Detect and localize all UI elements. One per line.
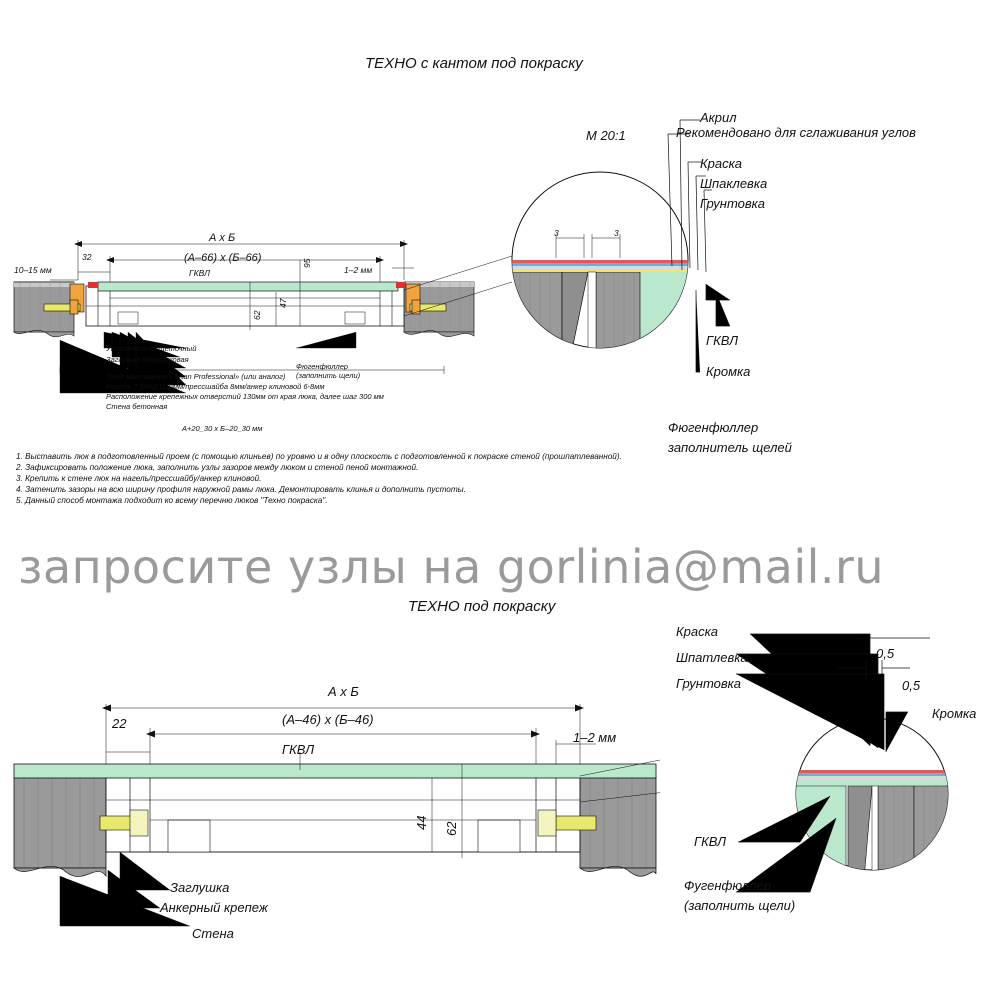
top-label-foam: Пена монтажная «Tytan Professional» (или аналог) xyxy=(106,372,286,381)
watermark-text: запросите узлы на gorlinia@mail.ru xyxy=(18,540,885,594)
bottom-callout-fill-gaps: (заполнить щели) xyxy=(684,898,796,913)
bottom-dim-left-offset: 22 xyxy=(112,716,127,731)
top-label-concrete-wall: Стена бетонная xyxy=(106,402,168,411)
bottom-callout-primer: Грунтовка xyxy=(676,676,742,691)
bottom-dim-axb: А х Б xyxy=(328,684,359,699)
bottom-label-anchor: Анкерный крепеж xyxy=(160,900,268,915)
note-3: 3. Крепить к стене люк на нагель/прессшайбу/анкер клиновой. xyxy=(16,474,262,483)
bottom-detail-dim-a: 0,5 xyxy=(876,646,895,661)
note-2: 2. Зафиксировать положение люка, заполнить узлы зазоров между люком и стеной пеной монтажной. xyxy=(16,463,419,472)
top-label-dowel: Нагель 7,5х92(112)мм/прессшайба 8мм/анкер клиновой 6-8мм xyxy=(106,382,325,391)
bottom-dim-inner-height: 44 xyxy=(414,815,429,830)
top-callout-fugenfuller: Фюгенфюллер xyxy=(668,420,759,435)
bottom-callout-paint: Краска xyxy=(676,624,718,639)
bottom-dim-frame-height: 62 xyxy=(444,821,459,836)
top-dim-gap: 1–2 мм xyxy=(344,265,373,275)
bottom-callout-fugenfuller: Фугенфюллер xyxy=(684,878,771,893)
top-callout-paint: Краска xyxy=(700,156,742,171)
note-1: 1. Выставить люк в подготовленный проем (с помощью клиньев) по уровню и в одну плоскость с подготовленной к покраске стеной (прошпатлеванной). xyxy=(16,452,622,461)
top-callout-recommendation: Рекомендовано для сглаживания углов xyxy=(676,125,916,140)
top-label-plastic-cap: Заглушка пластиковая xyxy=(106,355,189,364)
top-detail-leaders xyxy=(560,100,860,400)
top-callout-gap-filler: заполнитель щелей xyxy=(668,440,792,455)
top-callout-edge: Кромка xyxy=(706,364,751,379)
top-label-hole-spacing: Расположение крепежных отверстий 130мм от края люка, далее шаг 300 мм xyxy=(106,392,384,401)
note-5: 5. Данный способ монтажа подходит ко всему перечню люков "Техно покраска". xyxy=(16,496,328,505)
bottom-dim-gap: 1–2 мм xyxy=(573,730,617,745)
top-dim-wall-gap: 10–15 мм xyxy=(14,265,52,275)
note-4: 4. Затенить зазоры на всю ширину профиля наружной рамы люка. Демонтировать клинья и дополнить пустоты. xyxy=(16,485,466,494)
top-detail-dim-2: 3 xyxy=(614,228,619,238)
top-callout-putty: Шпаклевка xyxy=(700,176,768,191)
top-dim-axb: А х Б xyxy=(209,232,236,244)
bottom-label-wall: Стена xyxy=(192,926,234,941)
top-scale-label: М 20:1 xyxy=(586,128,626,143)
top-dim-frame-height: 62 xyxy=(252,310,262,320)
top-detail-dim-1: 3 xyxy=(554,228,559,238)
top-dim-inner-height: 47 xyxy=(278,298,288,308)
top-callout-acryl: Акрил xyxy=(700,110,737,125)
bottom-callout-edge: Кромка xyxy=(932,706,977,721)
top-label-fugenfuller-sub: (заполнить щели) xyxy=(296,371,361,380)
top-dim-inner: (А–66) х (Б–66) xyxy=(184,252,262,264)
bottom-dim-inner: (А–46) х (Б–46) xyxy=(282,712,374,727)
bottom-callout-gkvl: ГКВЛ xyxy=(694,834,727,849)
top-callout-primer: Грунтовка xyxy=(700,196,766,211)
bottom-drawing-title: ТЕХНО под покраску xyxy=(408,598,556,615)
bottom-label-cap: Заглушка xyxy=(170,880,230,895)
bottom-detail-dim-b: 0,5 xyxy=(902,678,921,693)
top-label-fugenfuller: Фюгенфюллер xyxy=(296,362,349,371)
top-dim-bottom: А+20_30 х Б–20_30 мм xyxy=(182,424,263,433)
top-drawing-title: ТЕХНО с кантом под покраску xyxy=(365,55,583,72)
top-label-brush-seal: Уплотнитель щеточный xyxy=(106,344,197,353)
bottom-dim-material: ГКВЛ xyxy=(282,742,315,757)
bottom-detail-leaders xyxy=(640,620,1000,920)
top-dim-panel-thickness: 95 xyxy=(302,258,312,268)
top-callout-gkvl: ГКВЛ xyxy=(706,333,739,348)
top-dim-left-offset: 32 xyxy=(82,252,92,262)
top-dim-material: ГКВЛ xyxy=(189,268,210,278)
bottom-callout-putty: Шпатлевка xyxy=(676,650,748,665)
